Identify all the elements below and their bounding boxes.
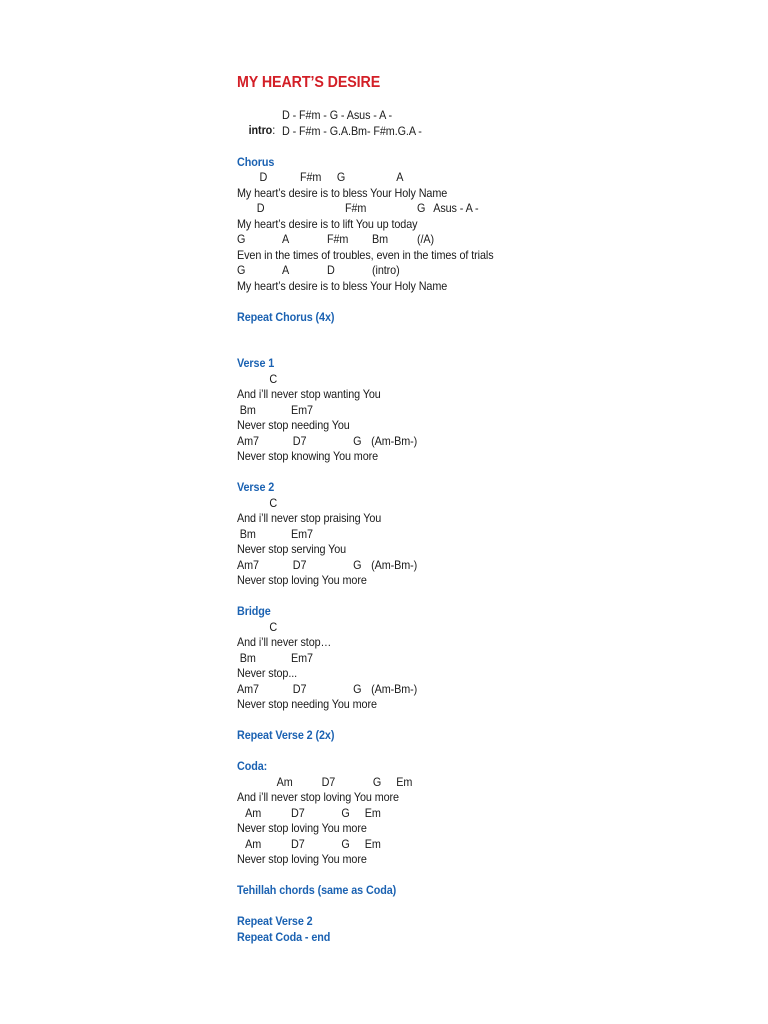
lyric-line: Never stop loving You more bbox=[237, 821, 367, 835]
chord: (Am-Bm-) bbox=[371, 558, 418, 572]
chord: A bbox=[282, 232, 290, 246]
chord: G bbox=[237, 232, 246, 246]
lyric-line: And i’ll never stop loving You more bbox=[237, 790, 399, 804]
chord: D7 bbox=[292, 434, 307, 448]
chord: G bbox=[353, 682, 362, 696]
chord: A bbox=[396, 170, 404, 184]
chord: F#m bbox=[300, 170, 322, 184]
chord: Am bbox=[245, 806, 262, 820]
lyric-line: Never stop needing You bbox=[237, 418, 350, 432]
chord: G bbox=[417, 201, 426, 215]
chord: G bbox=[353, 558, 362, 572]
chord: G bbox=[341, 806, 350, 820]
intro-label: intro bbox=[248, 123, 273, 137]
chord: Asus - A - bbox=[433, 201, 479, 215]
lyric-line: And i’ll never stop… bbox=[237, 635, 332, 649]
section-heading: Repeat Verse 2 (2x) bbox=[237, 728, 335, 742]
chord: F#m bbox=[327, 232, 349, 246]
intro-chords-1: D - F#m - G - Asus - A - bbox=[282, 108, 393, 122]
section-heading: Verse 1 bbox=[237, 356, 275, 370]
chord: D7 bbox=[292, 682, 307, 696]
chord: D7 bbox=[292, 558, 307, 572]
chord: Em7 bbox=[291, 403, 313, 417]
chord: D7 bbox=[291, 806, 305, 820]
chord: Em7 bbox=[291, 527, 313, 541]
lyric-line: My heart’s desire is to lift You up today bbox=[237, 217, 418, 231]
chord: (intro) bbox=[372, 263, 400, 277]
section-heading: Bridge bbox=[237, 604, 271, 618]
lyric-line: Never stop... bbox=[237, 666, 298, 680]
chord: G bbox=[336, 170, 346, 184]
chord: C bbox=[269, 372, 278, 386]
chord: G bbox=[237, 263, 246, 277]
chord: Am bbox=[276, 775, 293, 789]
section-heading: Chorus bbox=[237, 155, 275, 169]
section-heading: Verse 2 bbox=[237, 480, 275, 494]
lyric-line: And i’ll never stop wanting You bbox=[237, 387, 381, 401]
chord: C bbox=[269, 620, 278, 634]
chord: (/A) bbox=[417, 232, 435, 246]
chord: Am7 bbox=[237, 682, 259, 696]
lyric-line: Never stop serving You bbox=[237, 542, 347, 556]
chord: A bbox=[282, 263, 290, 277]
section-heading: Tehillah chords (same as Coda) bbox=[237, 883, 397, 897]
chord: Bm bbox=[239, 403, 256, 417]
lyric-line: Never stop loving You more bbox=[237, 852, 367, 866]
chord: D7 bbox=[291, 837, 305, 851]
chord: D7 bbox=[321, 775, 336, 789]
chord: Bm bbox=[239, 651, 256, 665]
lyric-line: Never stop needing You more bbox=[237, 697, 377, 711]
chord: F#m bbox=[345, 201, 367, 215]
chord: Am7 bbox=[237, 558, 259, 572]
lyric-line: Never stop loving You more bbox=[237, 573, 367, 587]
lyric-line: My heart’s desire is to bless Your Holy Name bbox=[237, 279, 448, 293]
chord: G bbox=[372, 775, 382, 789]
lyric-line: Never stop knowing You more bbox=[237, 449, 379, 463]
intro-chords-2: D - F#m - G.A.Bm- F#m.G.A - bbox=[282, 124, 422, 138]
chord: D bbox=[259, 170, 268, 184]
chord: D bbox=[256, 201, 265, 215]
lyric-line: Even in the times of troubles, even in the times of trials bbox=[237, 248, 494, 262]
chord: G bbox=[341, 837, 350, 851]
chord: Em bbox=[364, 837, 381, 851]
chord: (Am-Bm-) bbox=[371, 682, 418, 696]
lyric-line: My heart’s desire is to bless Your Holy Name bbox=[237, 186, 448, 200]
chord: Am bbox=[245, 837, 262, 851]
chord: (Am-Bm-) bbox=[371, 434, 418, 448]
chord: G bbox=[353, 434, 362, 448]
chord: Em bbox=[396, 775, 413, 789]
lyric-line: And i’ll never stop praising You bbox=[237, 511, 382, 525]
section-heading: Repeat Chorus (4x) bbox=[237, 310, 335, 324]
chord: Em bbox=[364, 806, 381, 820]
section-heading: Repeat Verse 2 bbox=[237, 914, 313, 928]
chord: Bm bbox=[372, 232, 389, 246]
song-title: MY HEART’S DESIRE bbox=[237, 74, 381, 91]
chord: Em7 bbox=[291, 651, 313, 665]
chord: Bm bbox=[239, 527, 256, 541]
section-heading: Repeat Coda - end bbox=[237, 930, 331, 944]
section-heading: Coda: bbox=[237, 759, 268, 773]
chord: C bbox=[269, 496, 278, 510]
intro-colon: : bbox=[272, 123, 276, 137]
chord: D bbox=[327, 263, 335, 277]
chord: Am7 bbox=[237, 434, 259, 448]
